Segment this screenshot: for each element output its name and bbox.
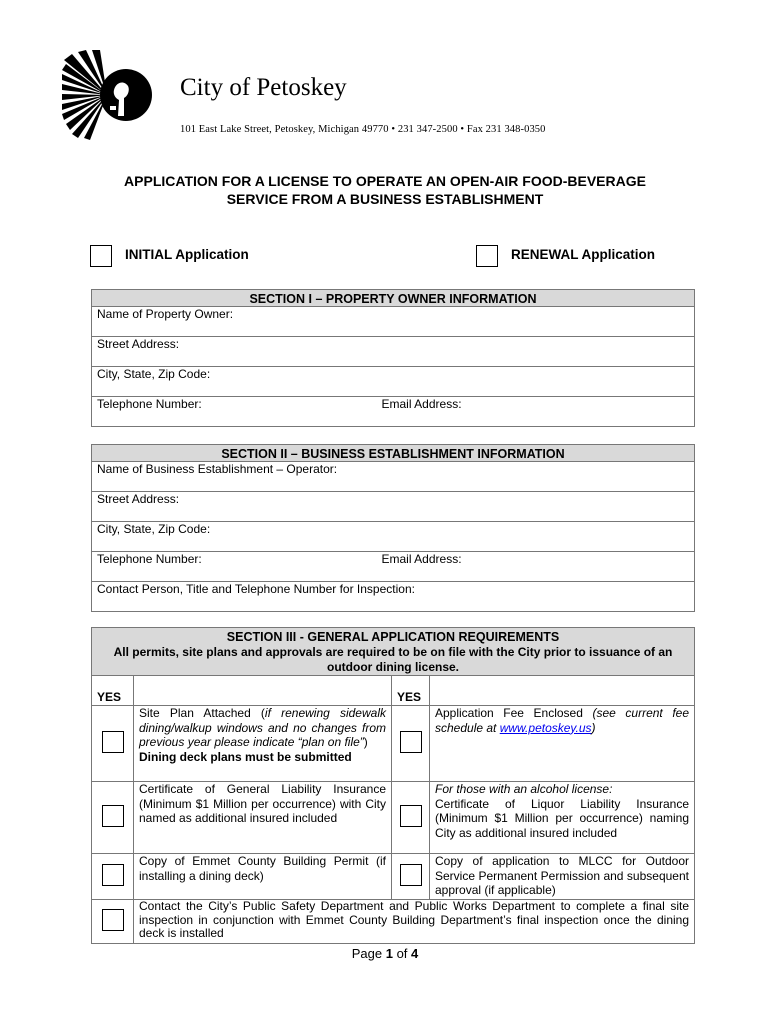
owner-street-address-field[interactable] <box>92 337 695 367</box>
page-prefix: Page <box>351 946 386 961</box>
owner-email-label: Email Address: <box>381 397 462 411</box>
page-current: 1 <box>385 946 393 961</box>
yes-column-header-2: YES <box>392 676 430 706</box>
business-email-label: Email Address: <box>381 552 462 566</box>
liquor-note: For those with an alcohol license: <box>435 782 613 796</box>
blank-header-cell-2 <box>430 676 695 706</box>
business-street-address-label: Street Address: <box>97 492 180 506</box>
insurance-text: Certificate of General Liability Insurance (Minimum $1 Million per occurrence) with City named as additional insured included <box>134 782 392 854</box>
final-inspection-text: Contact the City’s Public Safety Department and Public Works Department to complete a final site inspection in conjunction with Emmet County Building Department’s final inspection once the dining deck is installed <box>134 900 695 944</box>
building-permit-checkbox[interactable] <box>102 864 124 886</box>
property-owner-name-label: Name of Property Owner: <box>97 307 234 321</box>
business-name-label: Name of Business Establishment – Operator: <box>97 462 338 476</box>
fee-note-close: ) <box>591 720 596 735</box>
section-3-header-cell <box>92 628 695 676</box>
mlcc-text: Copy of application to MLCC for Outdoor Service Permanent Permission and subsequent approval (if applicable) <box>430 854 695 900</box>
business-city-state-zip-field[interactable] <box>92 522 695 552</box>
owner-street-address-label: Street Address: <box>97 337 180 351</box>
page-number <box>0 946 770 961</box>
org-name: City of Petoskey <box>180 74 347 101</box>
liability-insurance-checkbox[interactable] <box>102 805 124 827</box>
business-name-field[interactable] <box>92 462 695 492</box>
business-telephone-field[interactable] <box>92 552 377 582</box>
renewal-application-label: RENEWAL Application <box>511 247 656 262</box>
blank-header-cell <box>134 676 392 706</box>
page-total: 4 <box>411 946 419 961</box>
section-3-subheader: All permits, site plans and approvals are required to be on file with the City prior to issuance of an outdoor dining license. <box>113 645 673 674</box>
business-telephone-label: Telephone Number: <box>97 552 202 566</box>
inspection-contact-label: Contact Person, Title and Telephone Number for Inspection: <box>97 582 415 596</box>
final-inspection-checkbox[interactable] <box>102 909 124 931</box>
petoskey-website-link[interactable]: www.petoskey.us <box>499 720 592 735</box>
site-plan-close: ) <box>363 735 368 750</box>
liquor-insurance-checkbox[interactable] <box>400 805 422 827</box>
fee-text <box>430 706 695 782</box>
page-of: of <box>392 946 412 961</box>
section-2-header: SECTION II – BUSINESS ESTABLISHMENT INFORMATION <box>92 445 695 462</box>
title-line-1: APPLICATION FOR A LICENSE TO OPERATE AN OPEN-AIR FOOD-BEVERAGE <box>124 173 646 189</box>
liquor-label: Certificate of Liquor Liability Insurance (Minimum $1 Million per occurrence) naming City as additional insured included <box>435 796 689 840</box>
owner-telephone-field[interactable] <box>92 397 377 427</box>
initial-application-checkbox[interactable] <box>90 245 112 267</box>
building-permit-text: Copy of Emmet County Building Permit (if installing a dining deck) <box>134 854 392 900</box>
site-plan-note: if renewing sidewalk dining/walkup windows and no changes from previous year please indicate “plan on file” <box>139 706 386 750</box>
renewal-application-checkbox[interactable] <box>476 245 498 267</box>
yes-column-header: YES <box>92 676 134 706</box>
fee-note: (see current fee schedule at <box>435 706 690 735</box>
site-plan-text <box>134 706 392 782</box>
dining-deck-note: Dining deck plans must be submitted <box>139 749 352 764</box>
application-fee-checkbox[interactable] <box>400 731 422 753</box>
building-permit-cell <box>92 854 134 900</box>
site-plan-checkbox[interactable] <box>102 731 124 753</box>
page-title <box>60 172 710 208</box>
section-1-header: SECTION I – PROPERTY OWNER INFORMATION <box>92 290 695 307</box>
city-logo <box>62 50 152 140</box>
insurance-cell <box>92 782 134 854</box>
mlcc-checkbox[interactable] <box>400 864 422 886</box>
owner-email-field[interactable] <box>377 397 695 427</box>
owner-city-state-zip-field[interactable] <box>92 367 695 397</box>
initial-application-label: INITIAL Application <box>125 247 249 262</box>
section-3-header: SECTION III - GENERAL APPLICATION REQUIREMENTS <box>226 630 560 644</box>
business-street-address-field[interactable] <box>92 492 695 522</box>
business-email-field[interactable] <box>377 552 695 582</box>
business-city-state-zip-label: City, State, Zip Code: <box>97 522 211 536</box>
fee-cell <box>392 706 430 782</box>
title-line-2: SERVICE FROM A BUSINESS ESTABLISHMENT <box>226 191 544 207</box>
section-2-table <box>91 444 695 612</box>
section-3-table <box>91 627 695 944</box>
section-1-table <box>91 289 695 427</box>
liquor-cell <box>392 782 430 854</box>
liquor-text <box>430 782 695 854</box>
owner-telephone-label: Telephone Number: <box>97 397 202 411</box>
site-plan-cell <box>92 706 134 782</box>
owner-city-state-zip-label: City, State, Zip Code: <box>97 367 211 381</box>
property-owner-name-field[interactable] <box>92 307 695 337</box>
site-plan-label: Site Plan Attached ( <box>139 706 265 720</box>
inspection-contact-field[interactable] <box>92 582 695 612</box>
inspection-cell <box>92 900 134 944</box>
fee-label: Application Fee Enclosed <box>435 706 593 720</box>
mlcc-cell <box>392 854 430 900</box>
org-address: 101 East Lake Street, Petoskey, Michigan 49770 • 231 347-2500 • Fax 231 348-0350 <box>180 124 546 135</box>
